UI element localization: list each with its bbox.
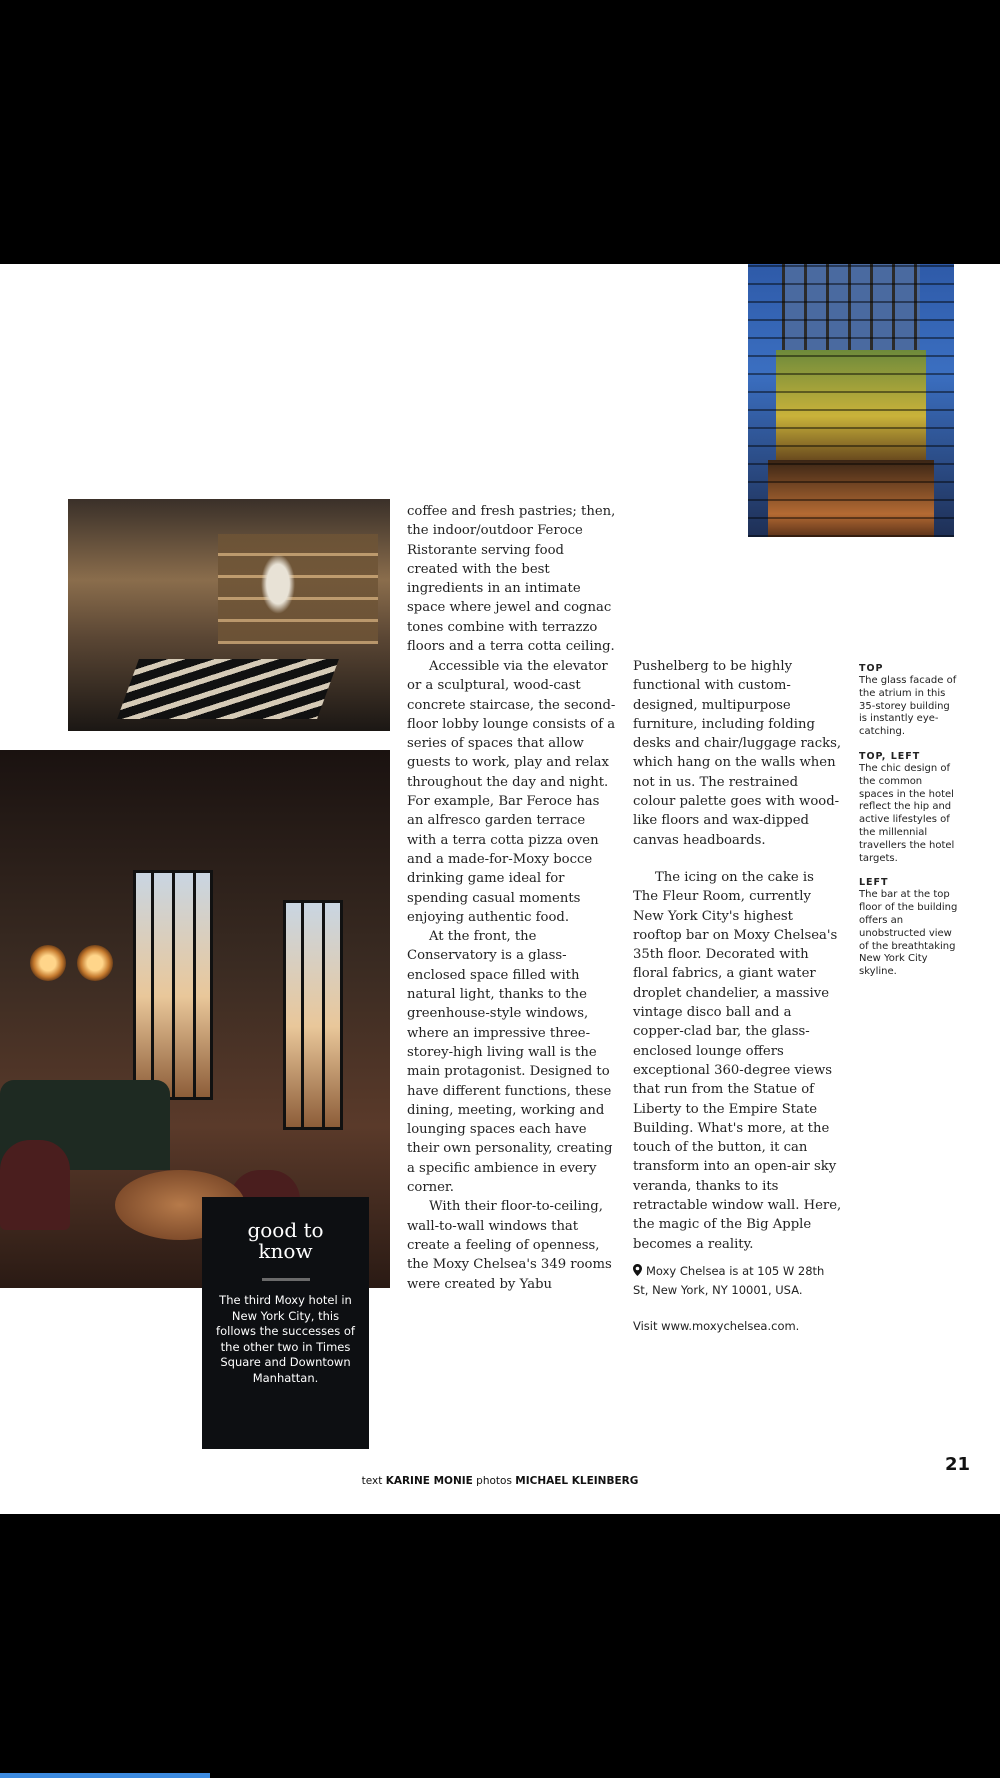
- caption-text: The glass facade of the atrium in this 35-storey building is instantly eye-catching.: [859, 675, 957, 738]
- lobby-rug: [117, 659, 339, 719]
- address: [633, 1262, 843, 1300]
- bar-window: [283, 900, 343, 1130]
- divider: [262, 1278, 310, 1281]
- paragraph: With their floor-to-ceiling, wall-to-wall windows that create a feeling of openness, the Moxy Chelsea's 349 rooms were created by Yabu: [407, 1199, 612, 1292]
- credit-text-label: text: [361, 1475, 383, 1487]
- photo-captions: [859, 663, 959, 991]
- reading-progress-bar: [0, 1773, 210, 1778]
- location-pin-icon: [633, 1264, 642, 1276]
- floor-lines: [748, 264, 954, 537]
- column-1-top: [407, 502, 617, 656]
- caption-heading: TOP: [859, 663, 884, 674]
- lobby-lounge-photo: [68, 499, 390, 731]
- caption-text: The bar at the top floor of the building offers an unobstructed view of the breathtaking New York City skyline.: [859, 889, 958, 978]
- paragraph: Accessible via the elevator or a sculptural, wood-cast concrete staircase, the second-floor lobby lounge consists of a series of spaces that allow guests to work, play and relax throughout the day and night. For example, Bar Feroce has an alfresco garden terrace with a terra cotta pizza oven and a made-for-Moxy bocce drinking game ideal for spending casual moments enjoying authentic food.: [407, 659, 616, 925]
- bar-window: [133, 870, 213, 1100]
- paragraph: The icing on the cake is The Fleur Room, currently New York City's highest rooftop bar on Moxy Chelsea's 35th floor. Decorated with floral fabrics, a giant water droplet chandelier, a massive vintage disco ball and a copper-clad bar, the glass-enclosed lounge offers exceptional 360-degree views that run from the Statue of Liberty to the Empire State Building. What's more, at the touch of the button, it can transform into an open-air sky veranda, thanks to its retractable window wall. Here, the magic of the Big Apple becomes a reality.: [633, 869, 842, 1252]
- magazine-page: [0, 264, 1000, 1514]
- good-to-know-box: [202, 1197, 369, 1449]
- website-link[interactable]: Visit www.moxychelsea.com.: [633, 1318, 800, 1333]
- lobby-statue: [258, 549, 298, 619]
- paragraph: Pushelberg to be highly functional with custom-designed, multipurpose furniture, including folding desks and chair/luggage racks, which hang on the walls when not in us. The restrained colour palette goes with wood-like floors and wax-dipped canvas headboards.: [633, 659, 842, 848]
- credit-photos-name: MICHAEL KLEINBERG: [515, 1475, 639, 1487]
- caption-text: The chic design of the common spaces in the hotel reflect the hip and active lifestyles of the millennial travellers the hotel targets.: [859, 762, 955, 864]
- page-number: 21: [945, 1454, 971, 1475]
- building-facade-photo: [748, 264, 954, 537]
- good-to-know-text: The third Moxy hotel in New York City, this follows the successes of the other two in Times Square and Downtown Manhattan.: [216, 1293, 355, 1385]
- address-text: Moxy Chelsea is at 105 W 28th St, New York, NY 10001, USA.: [633, 1263, 825, 1297]
- bar-chair: [0, 1140, 70, 1230]
- column-2: [633, 657, 843, 1336]
- wall-sconce: [77, 945, 113, 981]
- lobby-shelves: [218, 534, 378, 644]
- credit-photos-label: photos: [476, 1475, 512, 1487]
- caption-heading: LEFT: [859, 877, 889, 889]
- wall-sconce: [30, 945, 66, 981]
- paragraph: At the front, the Conservatory is a glass-enclosed space filled with natural light, thanks to the greenhouse-style windows, where an impressive three-storey-high living wall is the main protagonist. Designed to have different functions, these dining, meeting, working and lounging spaces each have their own personality, creating a specific ambience in every corner.: [407, 929, 613, 1196]
- good-to-know-title: good to know: [247, 1218, 324, 1263]
- caption-heading: TOP, LEFT: [859, 750, 921, 762]
- photo-credit: [0, 1475, 1000, 1487]
- paragraph: coffee and fresh pastries; then, the indoor/outdoor Feroce Ristorante serving food created with the best ingredients in an intimate space where jewel and cognac tones combine with terrazzo floors and a terra cotta ceiling.: [407, 504, 616, 655]
- column-1: [407, 657, 617, 1294]
- credit-text-name: KARINE MONIE: [385, 1475, 473, 1487]
